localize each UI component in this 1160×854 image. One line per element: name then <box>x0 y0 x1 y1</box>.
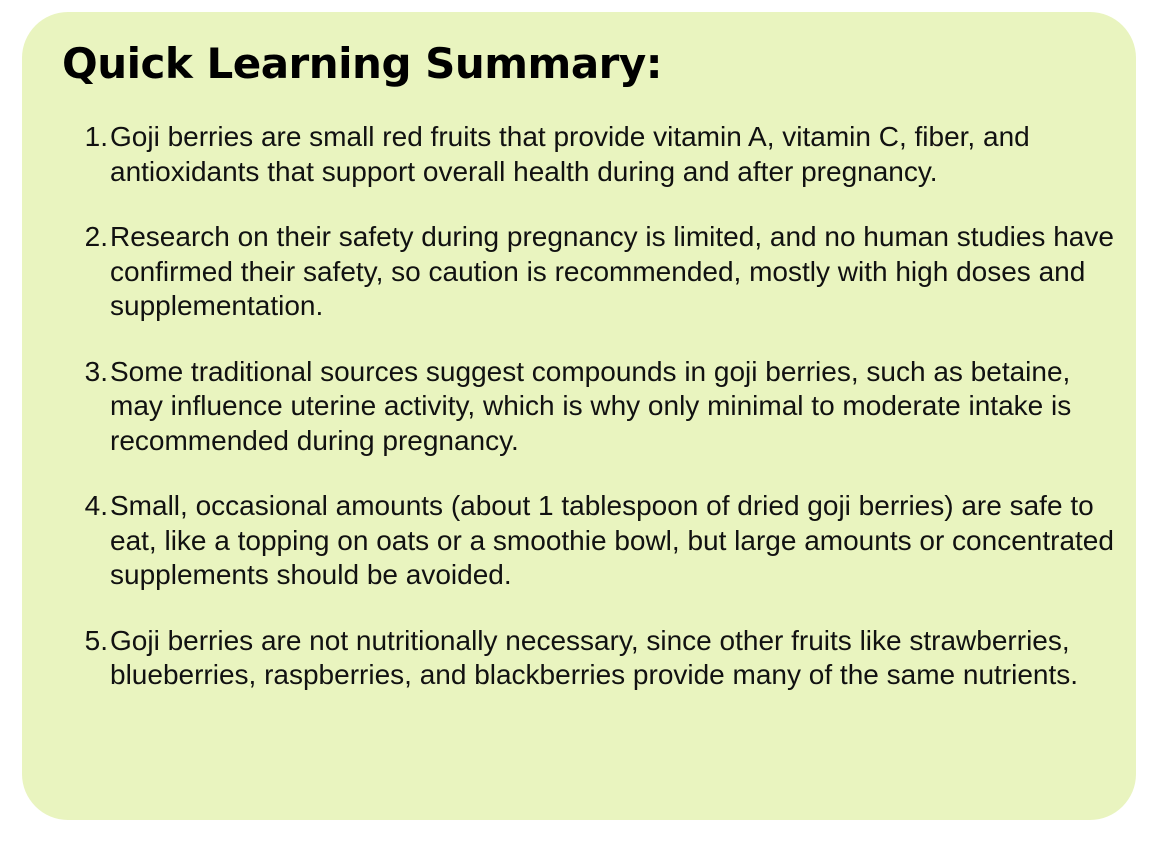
item-text: Goji berries are not nutritionally necessary, since other fruits like strawberries, blueberries, raspberries, and blackberries provide many of the same nutrients. <box>110 624 1079 690</box>
item-number: 2. <box>84 221 108 252</box>
summary-card <box>22 12 1136 820</box>
summary-list <box>70 120 1120 724</box>
list-item <box>70 355 1120 459</box>
list-item <box>70 220 1120 324</box>
item-text: Goji berries are small red fruits that provide vitamin A, vitamin C, fiber, and antioxidants that support overall health during and after pregnancy. <box>110 121 1030 187</box>
item-text: Research on their safety during pregnancy is limited, and no human studies have confirmed their safety, so caution is recommended, mostly with high doses and supplementation. <box>110 221 1114 321</box>
item-number: 5. <box>84 624 108 656</box>
list-item <box>70 489 1120 593</box>
item-text: Small, occasional amounts (about 1 tablespoon of dried goji berries) are safe to eat, like a topping on oats or a smoothie bowl, but large amounts or concentrated supplements should be avoided. <box>110 490 1114 590</box>
item-text: Some traditional sources suggest compounds in goji berries, such as betaine, may influence uterine activity, which is why only minimal to moderate intake is recommended during pregnancy. <box>110 355 1072 456</box>
item-number: 1. <box>84 121 108 152</box>
item-number: 3. <box>84 355 108 387</box>
summary-title: Quick Learning Summary: <box>62 39 663 88</box>
list-item <box>70 120 1120 189</box>
item-number: 4. <box>84 490 108 521</box>
list-item <box>70 624 1120 693</box>
